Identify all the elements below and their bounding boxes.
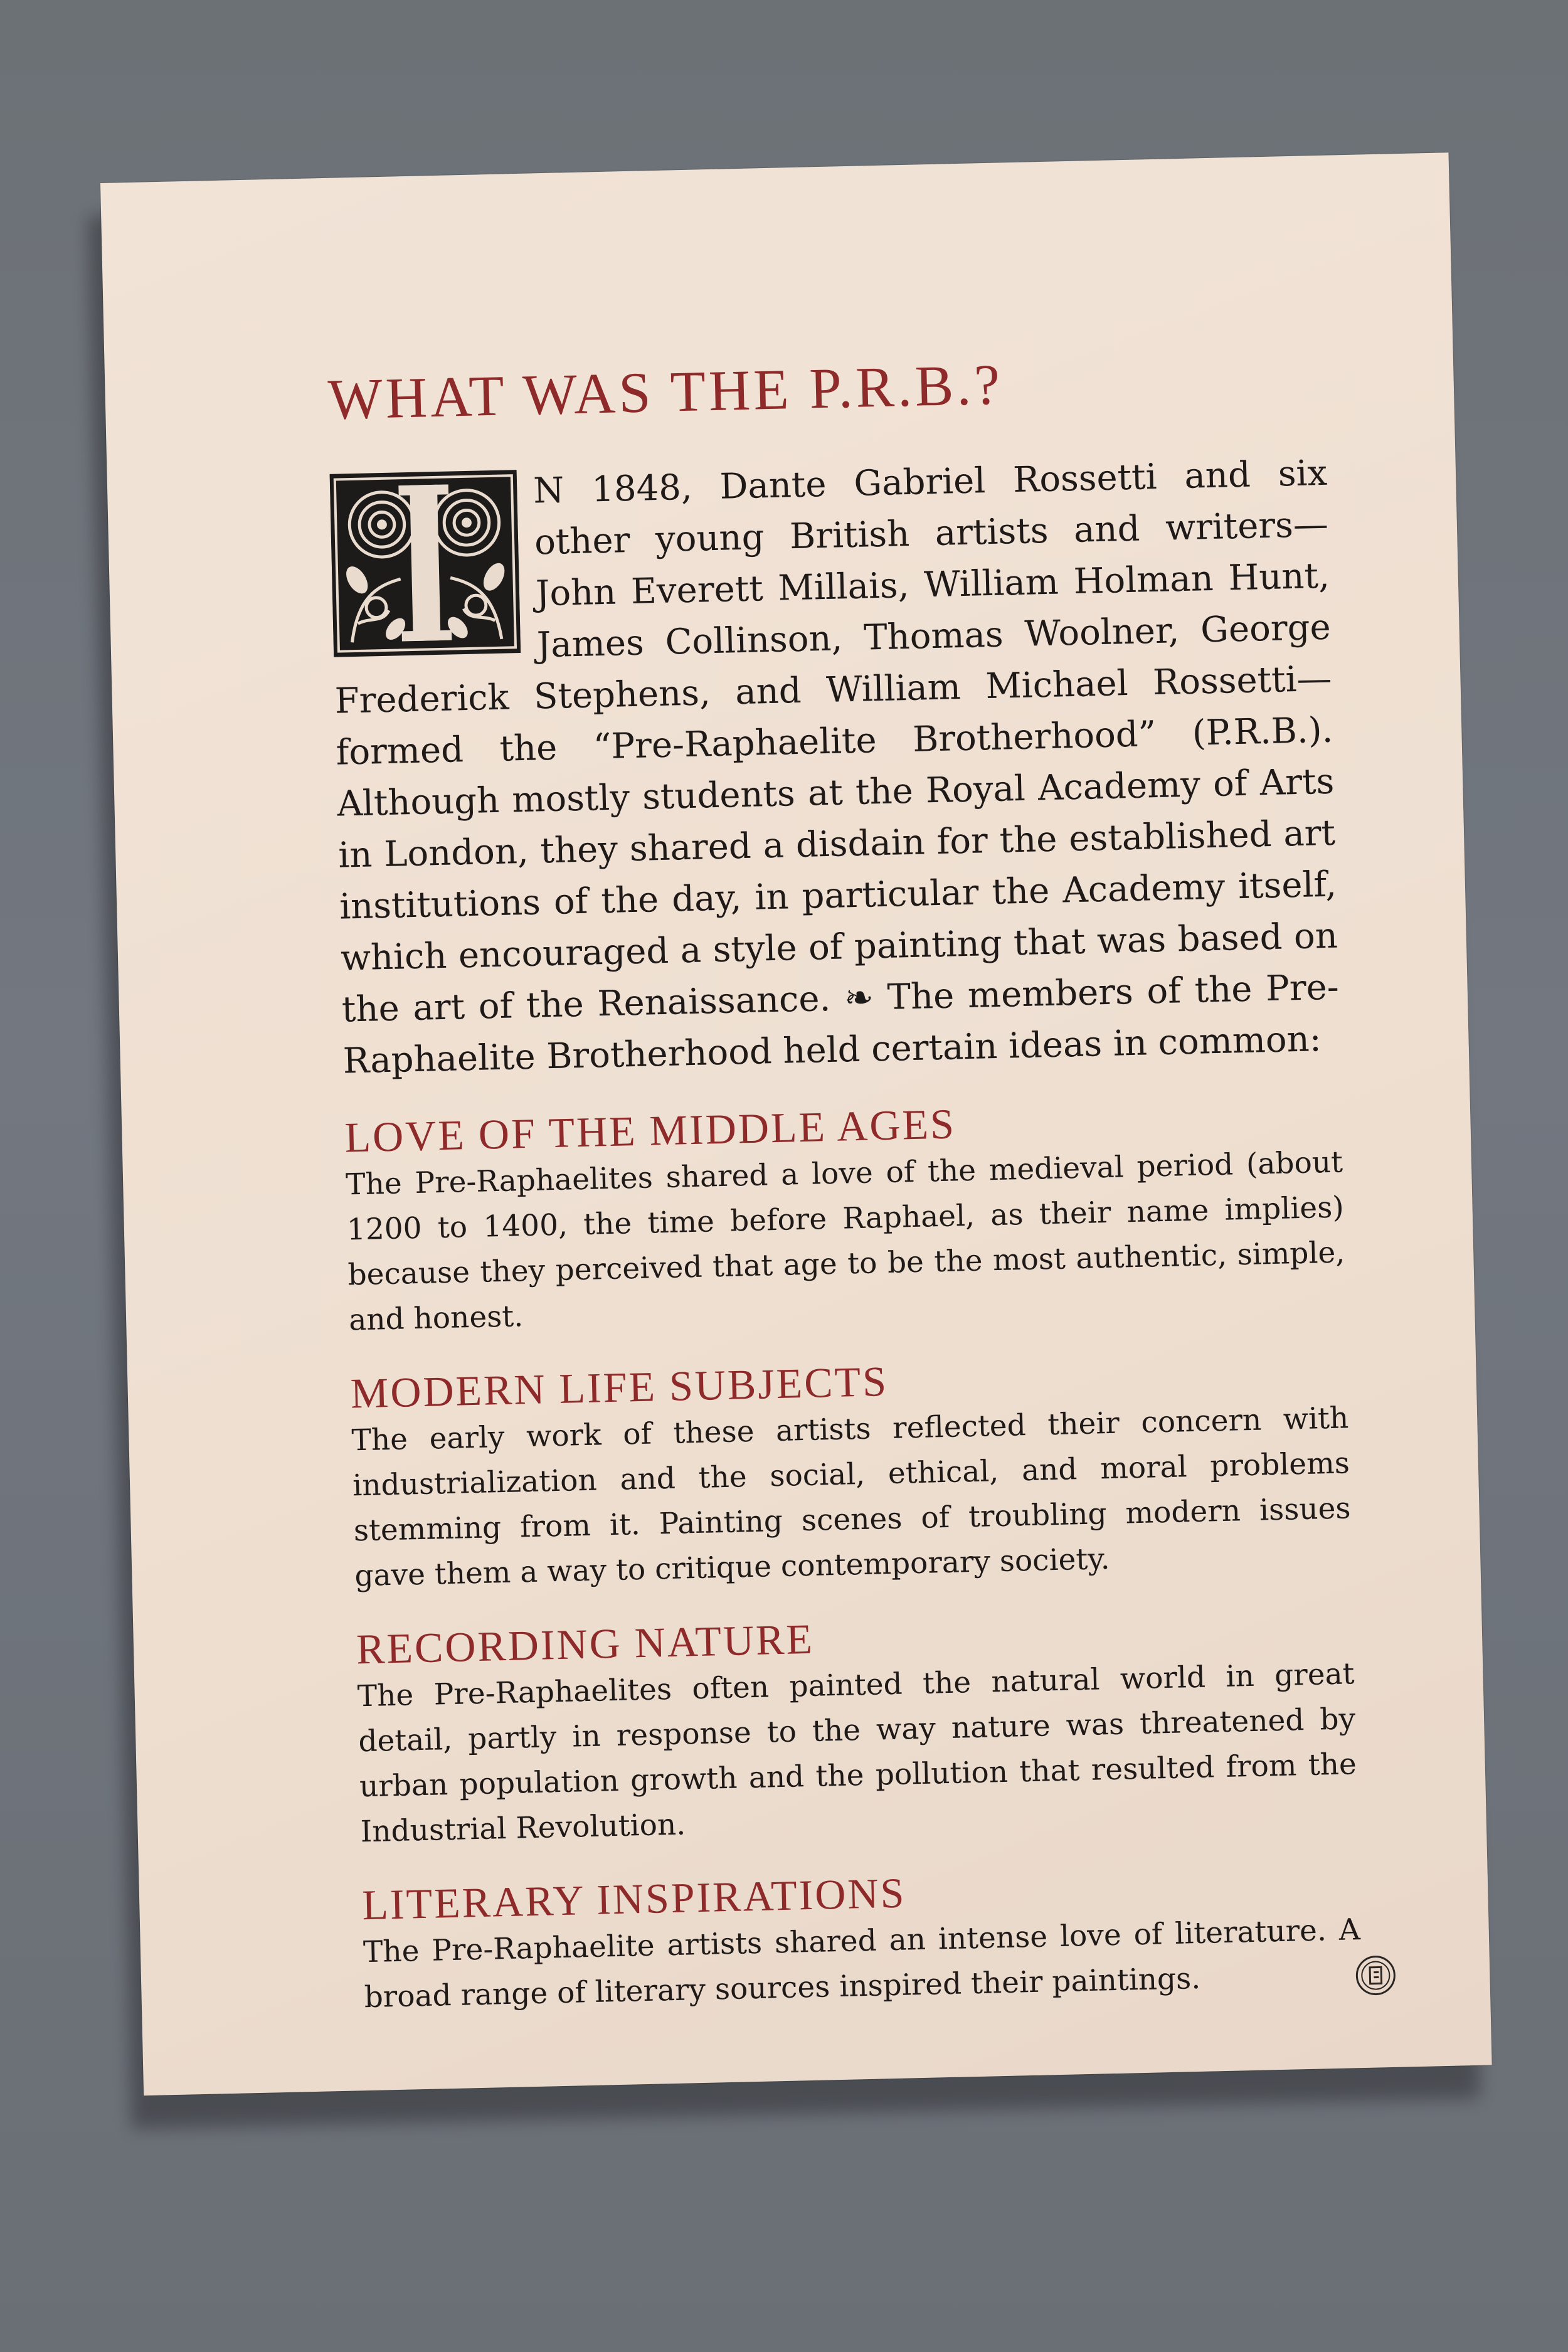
- section-recording-nature: [356, 1601, 1358, 1855]
- intro-text: N 1848, Dante Gabriel Rossetti and six other young British artists and writers—John Everett Millais, William Holman Hunt, James Collinson, Thomas Woolner, George Frederick Stephens, and William Michael Rossetti—formed the “Pre-Raphaelite Brotherhood” (P.R.B.). Although mostly students at the Royal Academy of Arts in London, they shared a disdain for the established art institutions of the day, in particular the Academy itself, which encouraged a style of painting that was based on the art of the Renaissance.: [334, 452, 1338, 1030]
- intro-paragraph: [329, 448, 1340, 1088]
- panel-content: [327, 344, 1362, 2020]
- museum-logo-icon: [1355, 1954, 1397, 1996]
- section-heading: LITERARY INSPIRATIONS: [361, 1868, 907, 1929]
- section-heading: MODERN LIFE SUBJECTS: [350, 1357, 889, 1417]
- section-body: The Pre-Raphaelites shared a love of the medieval period (about 1200 to 1400, the time before Raphael, as their name implies) because they perceived that age to be the most authentic, simple, and honest.: [345, 1145, 1345, 1338]
- section-heading: LOVE OF THE MIDDLE AGES: [344, 1099, 956, 1162]
- section-modern-life: [350, 1345, 1352, 1599]
- section-heading: RECORDING NATURE: [356, 1614, 815, 1673]
- wall-text-panel: [100, 152, 1492, 2095]
- panel-title: WHAT WAS THE P.R.B.?: [327, 352, 1004, 432]
- section-body: The Pre-Raphaelites often painted the natural world in great detail, partly in response to the way nature was threatened by urban population growth and the pollution that resulted from the Industrial Revolution.: [357, 1656, 1357, 1850]
- section-body: The early work of these artists reflected their concern with industrialization and the social, ethical, and moral problems stemming from it. Painting scenes of troubling modern issues gave them a way to critique contemporary society.: [351, 1401, 1352, 1594]
- intro-text-continued: The members of the Pre-Raphaelite Brotherhood held certain ideas in common:: [342, 967, 1340, 1082]
- section-middle-ages: [344, 1089, 1347, 1343]
- fleuron-icon: ❧: [844, 977, 874, 1019]
- floral-dropcap-icon: [330, 470, 521, 657]
- section-literary: [361, 1857, 1362, 2020]
- section-body: The Pre-Raphaelite artists shared an intense love of literature. A broad range of literary sources inspired their paintings.: [363, 1912, 1361, 2015]
